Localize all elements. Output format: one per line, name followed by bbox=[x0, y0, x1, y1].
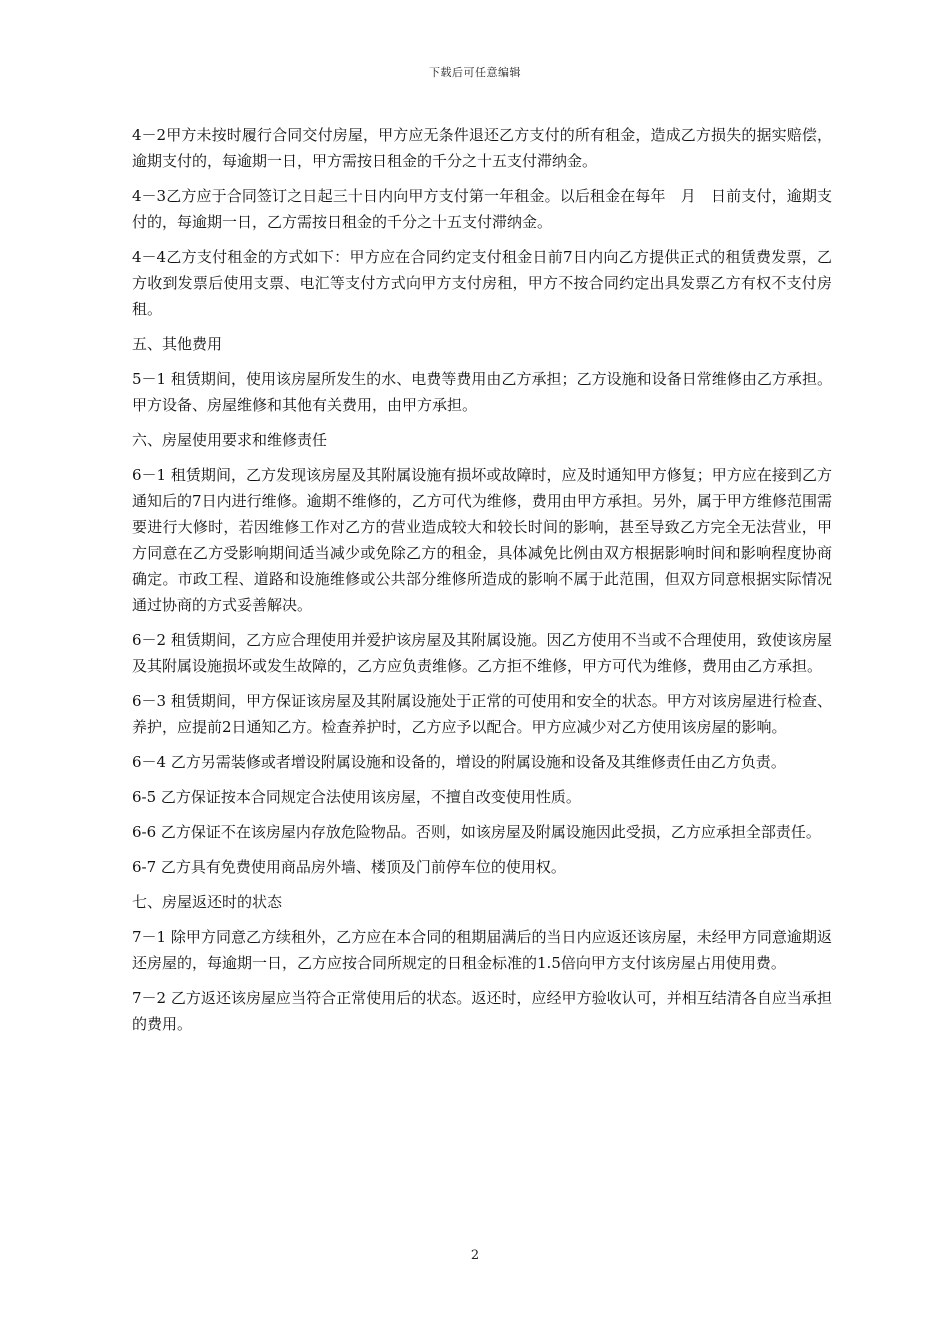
clause-6-7: 6-7 乙方具有免费使用商品房外墙、楼顶及门前停车位的使用权。 bbox=[132, 858, 566, 876]
document-body bbox=[132, 122, 832, 1046]
clause-6-5: 6-5 乙方保证按本合同规定合法使用该房屋，不擅自改变使用性质。 bbox=[132, 788, 581, 806]
page-header-note: 下载后可任意编辑 bbox=[429, 66, 521, 79]
clause-6-1: 6－1 租赁期间，乙方发现该房屋及其附属设施有损坏或故障时，应及时通知甲方修复；甲方应在接到乙方通知后的7日内进行维修。逾期不维修的，乙方可代为维修，费用由甲方承担。另外，属于甲方维修范围需要进行大修时，若因维修工作对乙方的营业造成较大和较长时间的影响，甚至导致乙方完全无法营业，甲方同意在乙方受影响期间适当减少或免除乙方的租金，具体减免比例由双方根据影响时间和影响程度协商确定。市政工程、道路和设施维修或公共部分维修所造成的影响不属于此范围，但双方同意根据实际情况通过协商的方式妥善解决。 bbox=[132, 466, 832, 614]
clause-6-4: 6－4 乙方另需装修或者增设附属设施和设备的，增设的附属设施和设备及其维修责任由乙方负责。 bbox=[132, 753, 786, 771]
section-heading-other-fees: 五、其他费用 bbox=[132, 335, 223, 353]
clause-6-3: 6－3 租赁期间，甲方保证该房屋及其附属设施处于正常的可使用和安全的状态。甲方对该房屋进行检查、养护，应提前2日通知乙方。检查养护时，乙方应予以配合。甲方应减少对乙方使用该房屋的影响。 bbox=[132, 692, 832, 736]
clause-4-3: 4－3乙方应于合同签订之日起三十日内向甲方支付第一年租金。以后租金在每年 月 日前支付，逾期支付的，每逾期一日，乙方需按日租金的千分之十五支付滞纳金。 bbox=[132, 187, 832, 231]
clause-7-2: 7－2 乙方返还该房屋应当符合正常使用后的状态。返还时，应经甲方验收认可，并相互结清各自应当承担的费用。 bbox=[132, 989, 832, 1033]
clause-7-1: 7－1 除甲方同意乙方续租外，乙方应在本合同的租期届满后的当日内应返还该房屋，未经甲方同意逾期返还房屋的，每逾期一日，乙方应按合同所规定的日租金标准的1.5倍向甲方支付该房屋占用使用费。 bbox=[132, 928, 832, 972]
clause-5-1: 5－1 租赁期间，使用该房屋所发生的水、电费等费用由乙方承担；乙方设施和设备日常维修由乙方承担。甲方设备、房屋维修和其他有关费用，由甲方承担。 bbox=[132, 370, 832, 414]
clause-6-6: 6-6 乙方保证不在该房屋内存放危险物品。否则，如该房屋及附属设施因此受损，乙方应承担全部责任。 bbox=[132, 823, 821, 841]
clause-4-4: 4－4乙方支付租金的方式如下：甲方应在合同约定支付租金日前7日内向乙方提供正式的租赁费发票，乙方收到发票后使用支票、电汇等支付方式向甲方支付房租，甲方不按合同约定出具发票乙方有权不支付房租。 bbox=[132, 248, 832, 318]
section-heading-return-state: 七、房屋返还时的状态 bbox=[132, 893, 283, 911]
page-number: 2 bbox=[470, 1248, 480, 1263]
section-heading-usage-maintenance: 六、房屋使用要求和维修责任 bbox=[132, 431, 328, 449]
clause-4-2: 4－2甲方未按时履行合同交付房屋，甲方应无条件退还乙方支付的所有租金，造成乙方损失的据实赔偿，逾期支付的，每逾期一日，甲方需按日租金的千分之十五支付滞纳金。 bbox=[132, 126, 832, 170]
clause-6-2: 6－2 租赁期间，乙方应合理使用并爱护该房屋及其附属设施。因乙方使用不当或不合理使用，致使该房屋及其附属设施损坏或发生故障的，乙方应负责维修。乙方拒不维修，甲方可代为维修，费用由乙方承担。 bbox=[132, 631, 832, 675]
